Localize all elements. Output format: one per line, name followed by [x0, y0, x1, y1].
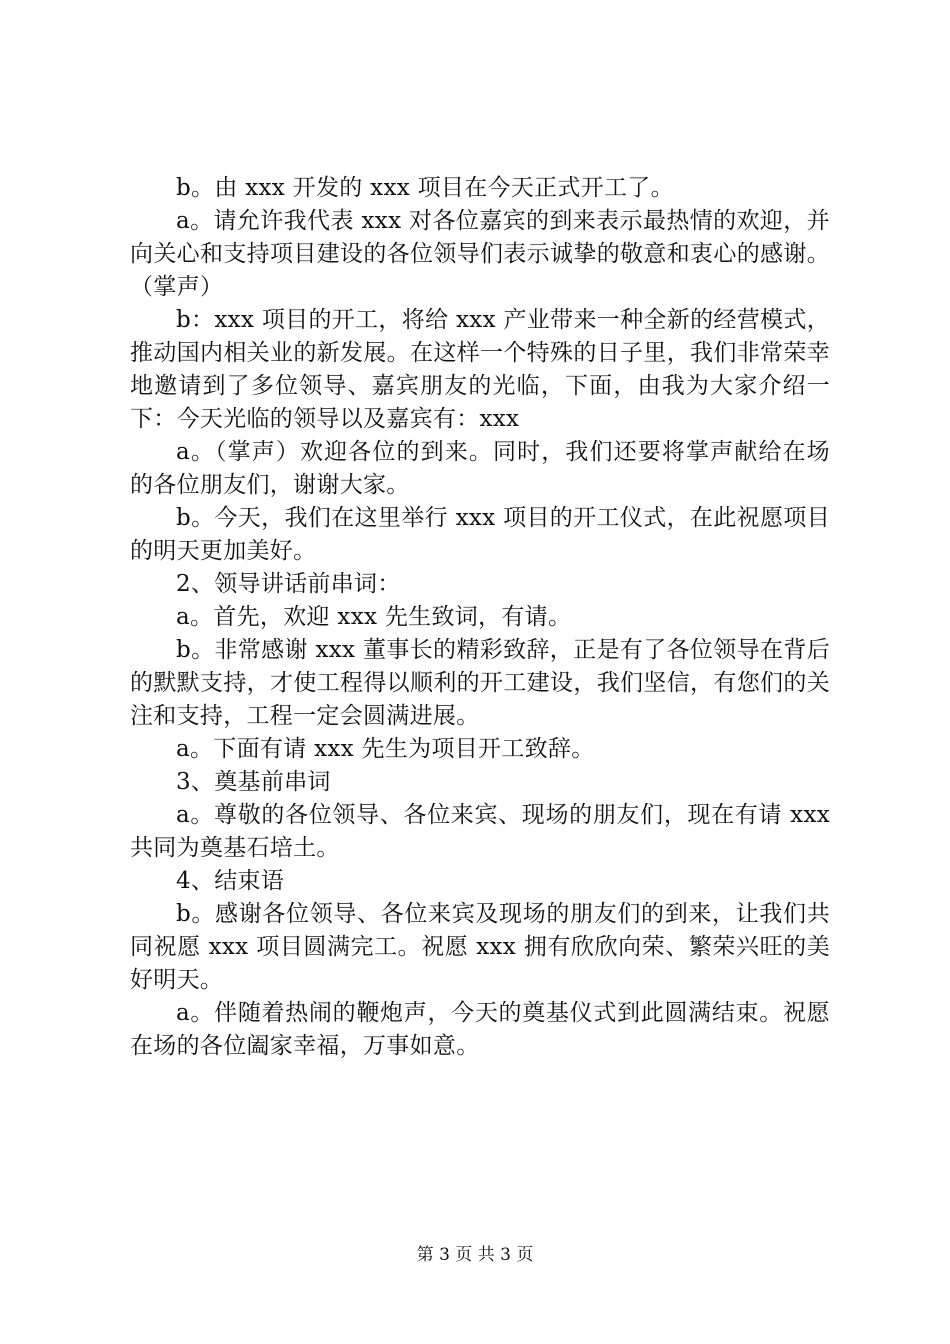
paragraph: b。由 xxx 开发的 xxx 项目在今天正式开工了。: [176, 175, 674, 201]
paragraph: a。首先，欢迎 xxx 先生致词，有请。: [176, 604, 572, 630]
paragraph: a。尊敬的各位领导、各位来宾、现场的朋友们，现在有请 xxx 共同为奠基石培土。: [130, 802, 830, 861]
page-footer: 第 3 页 共 3 页: [416, 1245, 534, 1265]
document-body: [130, 172, 830, 1063]
paragraph: a。请允许我代表 xxx 对各位嘉宾的到来表示最热情的欢迎，并向关心和支持项目建设的各位领导们表示诚挚的敬意和衷心的感谢。（掌声）: [130, 208, 830, 300]
section-heading: 2、领导讲话前串词：: [176, 571, 401, 597]
paragraph: b。感谢各位领导、各位来宾及现场的朋友们的到来，让我们共同祝愿 xxx 项目圆满完工。祝愿 xxx 拥有欣欣向荣、繁荣兴旺的美好明天。: [130, 901, 830, 993]
paragraph: b：xxx 项目的开工，将给 xxx 产业带来一种全新的经营模式，推动国内相关业的新发展。在这样一个特殊的日子里，我们非常荣幸地邀请到了多位领导、嘉宾朋友的光临，下面，由我为大家介绍一下：今天光临的领导以及嘉宾有：xxx: [130, 307, 830, 432]
paragraph: b。今天，我们在这里举行 xxx 项目的开工仪式，在此祝愿项目的明天更加美好。: [130, 505, 830, 564]
section-heading: 3、奠基前串词: [176, 769, 331, 795]
section-heading: 4、结束语: [176, 868, 285, 894]
paragraph: a。（掌声）欢迎各位的到来。同时，我们还要将掌声献给在场的各位朋友们，谢谢大家。: [130, 439, 830, 498]
paragraph: b。非常感谢 xxx 董事长的精彩致辞，正是有了各位领导在背后的默默支持，才使工程得以顺利的开工建设，我们坚信，有您们的关注和支持，工程一定会圆满进展。: [130, 637, 830, 729]
paragraph: a。下面有请 xxx 先生为项目开工致辞。: [176, 736, 595, 762]
paragraph: a。伴随着热闹的鞭炮声，今天的奠基仪式到此圆满结束。祝愿在场的各位阖家幸福，万事如意。: [130, 1000, 830, 1059]
